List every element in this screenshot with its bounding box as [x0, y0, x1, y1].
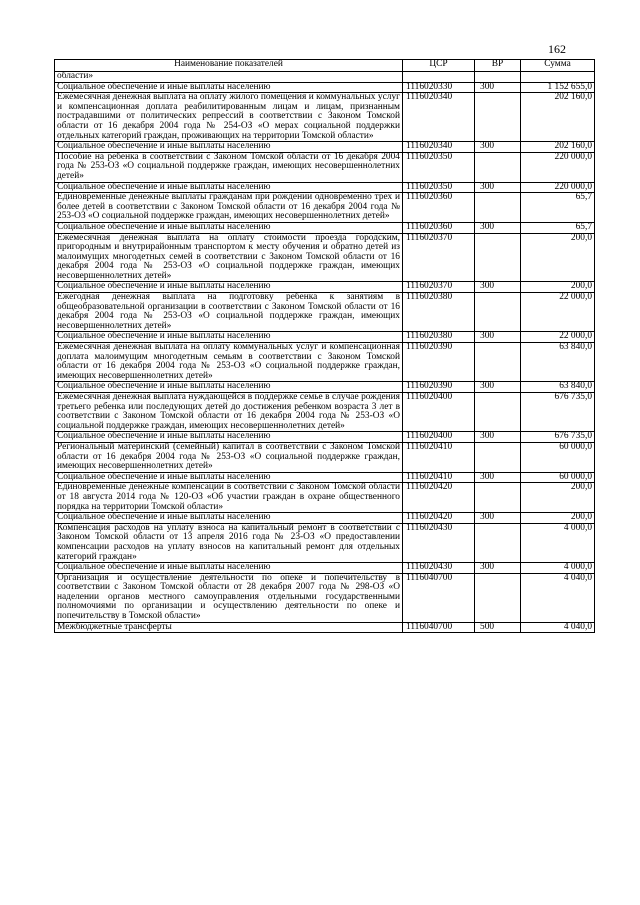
row-sum: 220 000,0 [521, 152, 595, 182]
table-row [55, 72, 595, 83]
table-row [55, 182, 595, 193]
table-row [55, 233, 595, 282]
row-csr: 1116020360 [403, 193, 475, 223]
header-sum: Сумма [521, 60, 595, 72]
row-vr: 500 [475, 622, 521, 633]
row-sum: 65,7 [521, 222, 595, 233]
table-row [55, 343, 595, 382]
row-name: Социальное обеспечение и иные выплаты населению [55, 563, 403, 574]
row-vr [475, 393, 521, 432]
row-vr [475, 72, 521, 83]
table-row [55, 483, 595, 513]
row-name: Компенсация расходов на уплату взноса на капитальный ремонт в соответствии с Законом Томской области от 13 апреля 2016 года № 23-ОЗ «О предоставлении компенсации расходов на уплату взносов на капитальный ремонт для отдельных категорий граждан» [55, 523, 403, 562]
table-row [55, 393, 595, 432]
table-row [55, 82, 595, 93]
row-name: Организация и осуществление деятельности по опеке и попечительству в соответствии с Законом Томской области от 28 декабря 2007 года № 298-ОЗ «О наделении органов местного самоуправления отдельными государственными полномочиями по организации и осуществлению деятельности по опеке и попечительству в Томской области» [55, 573, 403, 622]
row-name: области» [55, 72, 403, 83]
table-row [55, 193, 595, 223]
row-name: Социальное обеспечение и иные выплаты населению [55, 142, 403, 153]
row-name: Единовременные денежные выплаты гражданам при рождении одновременно трех и более детей в соответствии с Законом Томской области от 16 декабря 2004 года № 253-ОЗ «О социальной поддержке граждан, имеющих несовершеннолетних детей» [55, 193, 403, 223]
table-row [55, 382, 595, 393]
row-csr: 1116020430 [403, 563, 475, 574]
row-sum: 4 000,0 [521, 563, 595, 574]
row-vr [475, 343, 521, 382]
row-sum: 200,0 [521, 513, 595, 524]
table-row [55, 563, 595, 574]
row-sum: 676 735,0 [521, 393, 595, 432]
row-csr: 1116020400 [403, 432, 475, 443]
row-sum: 4 040,0 [521, 573, 595, 622]
row-name: Ежемесячная денежная выплата на оплату жилого помещения и коммунальных услуг и компенсационная доплата реабилитированным лицам и лицам, признанным пострадавшими от политических репрессий в соответствии с Законом Томской области от 16 декабря 2004 года № 254-ОЗ «О мерах социальной поддержки отдельных категорий граждан, проживающих на территории Томской области» [55, 93, 403, 142]
row-name: Социальное обеспечение и иные выплаты населению [55, 222, 403, 233]
row-sum: 65,7 [521, 193, 595, 223]
row-name: Социальное обеспечение и иные выплаты населению [55, 472, 403, 483]
row-sum: 60 000,0 [521, 442, 595, 472]
row-vr [475, 152, 521, 182]
row-csr: 1116020330 [403, 82, 475, 93]
table-row [55, 622, 595, 633]
row-sum: 4 040,0 [521, 622, 595, 633]
row-csr: 1116020340 [403, 93, 475, 142]
row-csr: 1116020380 [403, 332, 475, 343]
table-row [55, 442, 595, 472]
row-vr: 300 [475, 142, 521, 153]
row-sum: 63 840,0 [521, 343, 595, 382]
row-name: Ежемесячная денежная выплата нуждающейся в поддержке семье в случае рождения третьего ребенка или последующих детей до достижения ребенком возраста 3 лет в соответствии с Законом Томской области от 16 декабря 2004 года № 253-ОЗ «О социальной поддержке граждан, имеющих несовершеннолетних детей» [55, 393, 403, 432]
row-sum: 63 840,0 [521, 382, 595, 393]
row-name: Пособие на ребенка в соответствии с Законом Томской области от 16 декабря 2004 года № 253-ОЗ «О социальной поддержке граждан, имеющих несовершеннолетних детей» [55, 152, 403, 182]
row-csr: 1116020410 [403, 442, 475, 472]
row-csr: 1116020430 [403, 523, 475, 562]
row-vr: 300 [475, 563, 521, 574]
row-name: Социальное обеспечение и иные выплаты населению [55, 513, 403, 524]
row-vr: 300 [475, 282, 521, 293]
row-vr [475, 523, 521, 562]
row-name: Ежемесячная денежная выплата на оплату стоимости проезда городским, пригородным и внутрирайонным транспортом к месту обучения и обратно детей из малоимущих многодетных семей в соответствии с Законом Томской области от 16 декабря 2004 года № 253-ОЗ «О социальной поддержке граждан, имеющих несовершеннолетних детей» [55, 233, 403, 282]
row-sum: 220 000,0 [521, 182, 595, 193]
row-sum: 1 152 655,0 [521, 82, 595, 93]
row-csr: 1116020420 [403, 513, 475, 524]
row-csr: 1116020400 [403, 393, 475, 432]
table-row [55, 93, 595, 142]
row-vr: 300 [475, 182, 521, 193]
row-csr: 1116020360 [403, 222, 475, 233]
row-csr: 1116020340 [403, 142, 475, 153]
row-vr: 300 [475, 472, 521, 483]
row-name: Единовременные денежные компенсации в соответствии с Законом Томской области от 18 августа 2014 года № 120-ОЗ «Об участии граждан в охране общественного порядка на территории Томской области» [55, 483, 403, 513]
row-name: Социальное обеспечение и иные выплаты населению [55, 282, 403, 293]
row-vr [475, 193, 521, 223]
table-row [55, 142, 595, 153]
row-csr: 1116020410 [403, 472, 475, 483]
row-name: Социальное обеспечение и иные выплаты населению [55, 382, 403, 393]
header-name: Наименование показателей [55, 60, 403, 72]
row-vr [475, 442, 521, 472]
row-vr [475, 233, 521, 282]
table-row [55, 152, 595, 182]
row-name: Социальное обеспечение и иные выплаты населению [55, 82, 403, 93]
row-vr: 300 [475, 513, 521, 524]
row-vr: 300 [475, 222, 521, 233]
row-vr: 300 [475, 382, 521, 393]
table-row [55, 222, 595, 233]
row-csr: 1116040700 [403, 622, 475, 633]
row-csr: 1116020350 [403, 182, 475, 193]
row-vr [475, 483, 521, 513]
row-name: Социальное обеспечение и иные выплаты населению [55, 432, 403, 443]
row-sum: 200,0 [521, 483, 595, 513]
table-header-row [55, 60, 595, 72]
row-vr: 300 [475, 432, 521, 443]
table-row [55, 513, 595, 524]
row-name: Социальное обеспечение и иные выплаты населению [55, 332, 403, 343]
budget-table [54, 59, 595, 633]
row-vr: 300 [475, 82, 521, 93]
table-row [55, 573, 595, 622]
table-row [55, 432, 595, 443]
header-vr: ВР [475, 60, 521, 72]
row-sum: 22 000,0 [521, 293, 595, 332]
row-name: Ежегодная денежная выплата на подготовку ребенка к занятиям в общеобразовательной организации в соответствии с Законом Томской области от 16 декабря 2004 года № 253-ОЗ «О социальной поддержке граждан, имеющих несовершеннолетних детей» [55, 293, 403, 332]
row-sum [521, 72, 595, 83]
row-csr: 1116020380 [403, 293, 475, 332]
row-csr: 1116020390 [403, 343, 475, 382]
row-sum: 202 160,0 [521, 142, 595, 153]
row-vr [475, 573, 521, 622]
table-row [55, 282, 595, 293]
row-sum: 202 160,0 [521, 93, 595, 142]
table-row [55, 523, 595, 562]
row-name: Межбюджетные трансферты [55, 622, 403, 633]
row-vr [475, 293, 521, 332]
row-csr: 1116020390 [403, 382, 475, 393]
row-sum: 200,0 [521, 282, 595, 293]
row-vr [475, 93, 521, 142]
row-csr: 1116020350 [403, 152, 475, 182]
header-csr: ЦСР [403, 60, 475, 72]
row-csr: 1116020370 [403, 282, 475, 293]
row-sum: 22 000,0 [521, 332, 595, 343]
row-csr: 1116020420 [403, 483, 475, 513]
row-name: Ежемесячная денежная выплата на оплату коммунальных услуг и компенсационная доплата малоимущим многодетным семьям в соответствии с Законом Томской области от 16 декабря 2004 года № 253-ОЗ «О социальной поддержке граждан, имеющих несовершеннолетних детей» [55, 343, 403, 382]
row-sum: 676 735,0 [521, 432, 595, 443]
row-csr: 1116020370 [403, 233, 475, 282]
table-row [55, 332, 595, 343]
row-sum: 60 000,0 [521, 472, 595, 483]
row-vr: 300 [475, 332, 521, 343]
page-number: 162 [548, 42, 566, 56]
row-name: Региональный материнский (семейный) капитал в соответствии с Законом Томской области от 16 декабря 2004 года № 253-ОЗ «О социальной поддержке граждан, имеющих несовершеннолетних детей» [55, 442, 403, 472]
row-csr: 1116040700 [403, 573, 475, 622]
row-name: Социальное обеспечение и иные выплаты населению [55, 182, 403, 193]
row-sum: 200,0 [521, 233, 595, 282]
row-csr [403, 72, 475, 83]
row-sum: 4 000,0 [521, 523, 595, 562]
table-row [55, 293, 595, 332]
